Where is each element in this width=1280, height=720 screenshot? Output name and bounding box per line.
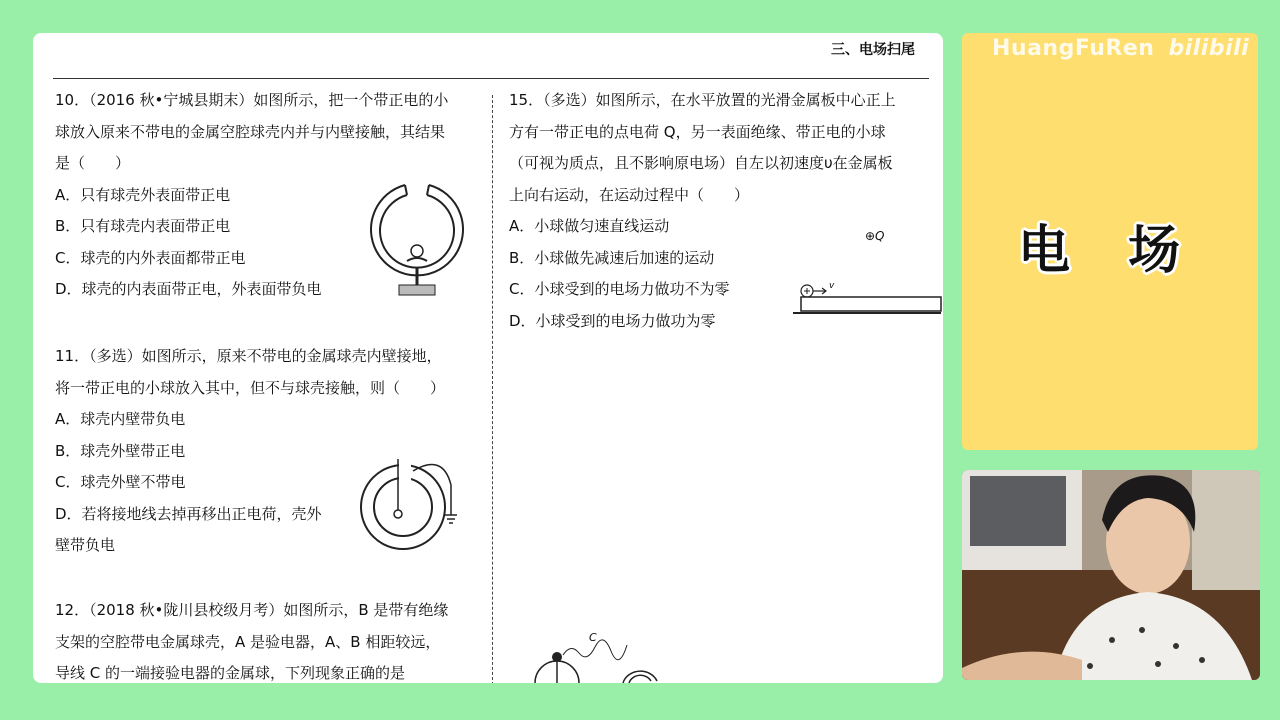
metal-plate-figure	[791, 281, 943, 317]
question-stem-line: （可视为质点，且不影响原电场）自左以初速度υ在金属板	[509, 154, 893, 172]
velocity-label: v	[829, 281, 835, 291]
grounded-sphere-figure	[353, 445, 473, 555]
topic-title: 电场	[1018, 221, 1239, 281]
document-page	[33, 33, 943, 683]
option-d: D．球壳的内表面带正电，外表面带负电	[55, 280, 322, 298]
column-divider	[492, 95, 493, 683]
option-c: C．球壳的内外表面都带正电	[55, 248, 246, 267]
point-charge-label: ⊕Q	[865, 229, 885, 243]
question-stem-line: 上向右运动，在运动过程中（ ）	[509, 185, 750, 204]
option-a: A．球壳内壁带负电	[55, 410, 186, 428]
electroscope-figure	[527, 633, 677, 683]
question-stem-line: 支架的空腔带电金属球壳，A 是验电器，A、B 相距较远，	[55, 632, 441, 651]
question-stem-line: 15．（多选）如图所示，在水平放置的光滑金属板中心正上	[509, 91, 896, 109]
option-c: C．小球受到的电场力做功不为零	[509, 280, 730, 298]
option-c: C．球壳外壁不带电	[55, 473, 186, 491]
question-stem-line: 11．（多选）如图所示，原来不带电的金属球壳内壁接地，	[55, 347, 442, 365]
option-d-continued: 壁带负电	[55, 536, 116, 554]
question-stem-line: 10．（2016 秋•宁城县期末）如图所示，把一个带正电的小	[55, 91, 449, 109]
header-rule	[53, 78, 929, 79]
option-a: A．只有球壳外表面带正电	[55, 185, 231, 204]
option-b: B．只有球壳内表面带正电	[55, 217, 231, 235]
question-stem-line: 球放入原来不带电的金属空腔球壳内并与内壁接触，其结果	[55, 122, 446, 141]
question-stem-line: 导线 C 的一端接验电器的金属球，下列现象正确的是	[55, 664, 406, 682]
question-12	[55, 595, 485, 683]
bilibili-logo: bilibili	[1168, 36, 1250, 61]
presenter-video	[962, 470, 1260, 680]
section-header: 三、电场扫尾	[831, 42, 915, 58]
question-stem-line: 方有一带正电的点电荷 Q，另一表面绝缘、带正电的小球	[509, 122, 886, 141]
question-stem-line: 将一带正电的小球放入其中，但不与球壳接触，则（ ）	[55, 378, 446, 397]
option-d: D．小球受到的电场力做功为零	[509, 311, 716, 330]
wire-label: C	[589, 631, 597, 644]
question-stem-line: 是（ ）	[55, 154, 131, 172]
watermark-name: HuangFuRen	[992, 36, 1155, 61]
option-b: B．球壳外壁带正电	[55, 441, 186, 460]
question-stem-line: 12．（2018 秋•陇川县校级月考）如图所示，B 是带有绝缘	[55, 601, 449, 619]
webcam-feed	[962, 470, 1260, 680]
option-b: B．小球做先减速后加速的运动	[509, 248, 715, 267]
option-d: D．若将接地线去掉再移出正电荷，壳外	[55, 504, 322, 523]
hollow-sphere-figure	[363, 175, 473, 303]
option-a: A．小球做匀速直线运动	[509, 217, 670, 235]
channel-watermark	[992, 36, 1249, 61]
